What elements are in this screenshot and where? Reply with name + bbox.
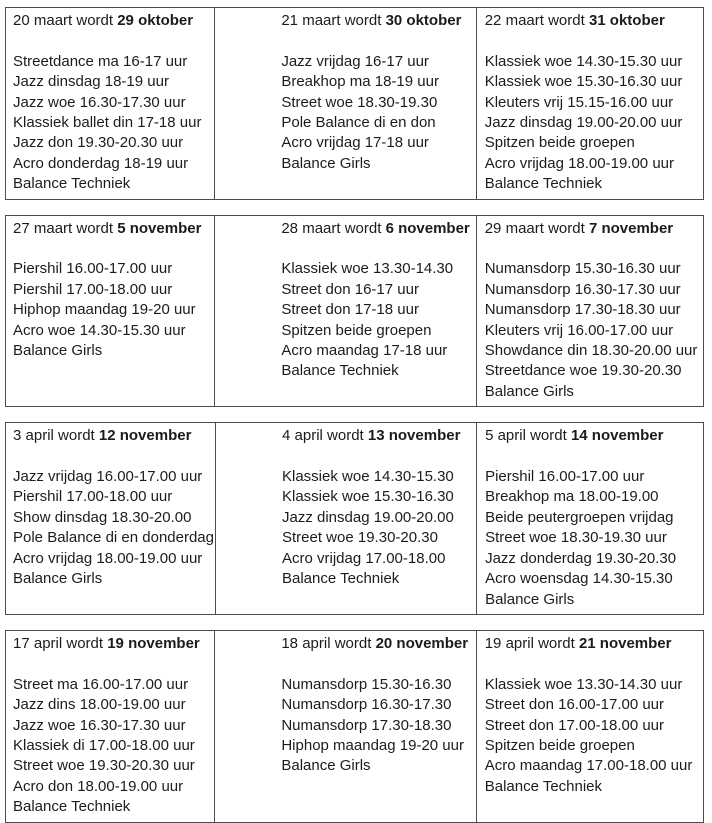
new-date-text: 5 november bbox=[117, 219, 202, 237]
schedule-line: Street don 17-18 uur bbox=[281, 301, 419, 319]
schedule-line: Balance Girls bbox=[13, 570, 103, 588]
schedule-line: Piershil 17.00-18.00 uur bbox=[13, 488, 173, 506]
schedule-line: Acro donderdag 18-19 uur bbox=[13, 154, 189, 172]
schedule-line: Spitzen beide groepen bbox=[484, 736, 635, 754]
schedule-line: Numansdorp 17.30-18.30 bbox=[281, 716, 452, 734]
new-date-text: 12 november bbox=[98, 427, 192, 445]
schedule-line: Acro maandag 17.00-18.00 uur bbox=[484, 757, 693, 775]
schedule-cell bbox=[477, 8, 703, 199]
date-mapping-header bbox=[13, 219, 209, 239]
schedule-line: Pole Balance di en don bbox=[281, 114, 436, 132]
schedule-line: Acro vrijdag 18.00-19.00 uur bbox=[13, 549, 203, 567]
schedule-line: Numansdorp 16.30-17.30 bbox=[281, 696, 452, 714]
schedule-line: Piershil 16.00-17.00 uur bbox=[485, 468, 645, 486]
date-mapping-header bbox=[13, 634, 209, 654]
schedule-line: Klassiek woe 15.30-16.30 bbox=[282, 488, 454, 506]
blank-line bbox=[485, 31, 698, 51]
schedule-line: Street woe 19.30-20.30 uur bbox=[13, 757, 195, 775]
old-date-text: 21 maart wordt bbox=[281, 12, 382, 29]
schedule-line: Acro vrijdag 17-18 uur bbox=[281, 134, 429, 152]
date-mapping-header bbox=[485, 426, 698, 446]
schedule-line: Breakhop ma 18.00-19.00 bbox=[485, 488, 659, 506]
blank-line bbox=[281, 31, 470, 51]
schedule-line: Street ma 16.00-17.00 uur bbox=[13, 675, 189, 693]
new-date-text: 21 november bbox=[578, 634, 672, 652]
schedule-line: Balance Techniek bbox=[282, 570, 400, 588]
date-mapping-header bbox=[281, 634, 470, 654]
date-mapping-header bbox=[485, 634, 698, 654]
schedule-line: Hiphop maandag 19-20 uur bbox=[13, 301, 196, 319]
schedule-line: Jazz vrijdag 16.00-17.00 uur bbox=[13, 468, 203, 486]
schedule-line: Jazz dinsdag 19.00-20.00 uur bbox=[484, 114, 683, 132]
schedule-line: Acro woensdag 14.30-15.30 bbox=[485, 570, 673, 588]
schedule-line: Jazz vrijdag 16-17 uur bbox=[281, 52, 429, 70]
schedule-table-row-4 bbox=[5, 630, 704, 823]
schedule-line: Numansdorp 16.30-17.30 uur bbox=[484, 280, 681, 298]
schedule-line: Pole Balance di en donderdag bbox=[13, 529, 214, 547]
schedule-table-row-2 bbox=[5, 215, 704, 408]
schedule-line: Piershil 17.00-18.00 uur bbox=[13, 280, 173, 298]
date-mapping-header bbox=[485, 219, 698, 239]
schedule-cell bbox=[6, 631, 215, 822]
schedule-line: Hiphop maandag 19-20 uur bbox=[281, 736, 464, 754]
new-date-text: 20 november bbox=[375, 634, 469, 652]
schedule-cell bbox=[477, 216, 703, 407]
schedule-line: Kleuters vrij 16.00-17.00 uur bbox=[484, 321, 674, 339]
new-date-text: 31 oktober bbox=[588, 12, 665, 29]
date-mapping-header bbox=[281, 11, 470, 31]
schedule-line: Balance Techniek bbox=[281, 362, 399, 380]
blank-line bbox=[281, 654, 470, 674]
schedule-cell bbox=[215, 631, 476, 822]
blank-line bbox=[13, 239, 209, 259]
schedule-line: Klassiek woe 14.30-15.30 uur bbox=[484, 52, 683, 70]
schedule-line: Piershil 16.00-17.00 uur bbox=[13, 260, 173, 278]
schedule-line: Street woe 18.30-19.30 uur bbox=[485, 529, 667, 547]
schedule-line: Balance Girls bbox=[281, 154, 371, 172]
blank-line bbox=[281, 239, 470, 259]
blank-line bbox=[485, 447, 698, 467]
schedule-cell bbox=[6, 8, 215, 199]
schedule-line: Balance Girls bbox=[484, 382, 574, 400]
schedule-line: Klassiek woe 13.30-14.30 uur bbox=[484, 675, 683, 693]
schedule-line: Balance Techniek bbox=[13, 798, 131, 816]
schedule-cell bbox=[6, 216, 215, 407]
schedule-line: Beide peutergroepen vrijdag bbox=[485, 508, 674, 526]
new-date-text: 7 november bbox=[588, 219, 674, 237]
blank-line bbox=[282, 447, 471, 467]
schedule-cell bbox=[477, 423, 703, 614]
blank-line bbox=[13, 31, 209, 51]
schedule-cell bbox=[215, 216, 476, 407]
schedule-line: Breakhop ma 18-19 uur bbox=[281, 73, 439, 91]
date-mapping-header bbox=[13, 11, 209, 31]
blank-line bbox=[485, 239, 698, 259]
schedule-line: Jazz dinsdag 19.00-20.00 bbox=[282, 508, 454, 526]
schedule-line: Numansdorp 15.30-16.30 bbox=[281, 675, 452, 693]
blank-line bbox=[485, 654, 698, 674]
date-mapping-header bbox=[282, 426, 471, 446]
blank-line bbox=[13, 447, 210, 467]
schedule-line: Spitzen beide groepen bbox=[484, 134, 635, 152]
old-date-text: 17 april wordt bbox=[13, 634, 104, 652]
date-mapping-header bbox=[13, 426, 210, 446]
schedule-line: Balance Techniek bbox=[484, 777, 603, 795]
schedule-line: Street don 16-17 uur bbox=[281, 280, 419, 298]
schedule-line: Balance Techniek bbox=[13, 175, 131, 193]
schedule-cell bbox=[6, 423, 216, 614]
schedule-line: Jazz woe 16.30-17.30 uur bbox=[13, 716, 186, 734]
old-date-text: 22 maart wordt bbox=[484, 12, 585, 29]
schedule-line: Balance Girls bbox=[13, 342, 103, 360]
schedule-line: Numansdorp 17.30-18.30 uur bbox=[484, 301, 681, 319]
schedule-line: Street woe 18.30-19.30 bbox=[281, 93, 438, 111]
schedule-line: Kleuters vrij 15.15-16.00 uur bbox=[484, 93, 674, 111]
new-date-text: 6 november bbox=[385, 219, 470, 237]
schedule-line: Street don 16.00-17.00 uur bbox=[484, 696, 665, 714]
old-date-text: 5 april wordt bbox=[485, 427, 567, 445]
schedule-line: Klassiek ballet din 17-18 uur bbox=[13, 114, 202, 132]
schedule-line: Jazz dins 18.00-19.00 uur bbox=[13, 696, 186, 714]
old-date-text: 4 april wordt bbox=[282, 427, 364, 445]
old-date-text: 28 maart wordt bbox=[281, 219, 382, 237]
date-mapping-header bbox=[485, 11, 698, 31]
schedule-line: Acro vrijdag 18.00-19.00 uur bbox=[484, 154, 674, 172]
schedule-line: Balance Girls bbox=[281, 757, 371, 775]
schedule-line: Balance Techniek bbox=[484, 175, 603, 193]
schedule-line: Show dinsdag 18.30-20.00 bbox=[13, 508, 192, 526]
schedule-cell bbox=[216, 423, 477, 614]
schedule-line: Acro vrijdag 17.00-18.00 bbox=[282, 549, 446, 567]
schedule-line: Jazz donderdag 19.30-20.30 bbox=[485, 549, 677, 567]
old-date-text: 29 maart wordt bbox=[484, 219, 585, 237]
old-date-text: 27 maart wordt bbox=[13, 219, 114, 237]
schedule-line: Jazz don 19.30-20.30 uur bbox=[13, 134, 184, 152]
schedule-line: Klassiek woe 15.30-16.30 uur bbox=[484, 73, 683, 91]
blank-line bbox=[13, 654, 209, 674]
schedule-tables-container bbox=[0, 7, 712, 823]
schedule-line: Spitzen beide groepen bbox=[281, 321, 432, 339]
schedule-line: Klassiek woe 13.30-14.30 bbox=[281, 260, 454, 278]
new-date-text: 14 november bbox=[570, 427, 664, 445]
schedule-table-row-3 bbox=[5, 422, 704, 615]
schedule-line: Jazz dinsdag 18-19 uur bbox=[13, 73, 169, 91]
schedule-line: Street don 17.00-18.00 uur bbox=[484, 716, 665, 734]
schedule-line: Acro don 18.00-19.00 uur bbox=[13, 777, 184, 795]
schedule-line: Numansdorp 15.30-16.30 uur bbox=[484, 260, 681, 278]
schedule-cell bbox=[215, 8, 476, 199]
new-date-text: 29 oktober bbox=[117, 12, 194, 29]
schedule-line: Showdance din 18.30-20.00 uur bbox=[484, 342, 698, 360]
schedule-cell bbox=[477, 631, 703, 822]
schedule-line: Klassiek di 17.00-18.00 uur bbox=[13, 736, 195, 754]
schedule-line: Jazz woe 16.30-17.30 uur bbox=[13, 93, 186, 111]
old-date-text: 3 april wordt bbox=[13, 427, 95, 445]
new-date-text: 13 november bbox=[367, 427, 461, 445]
schedule-line: Street woe 19.30-20.30 bbox=[282, 529, 438, 547]
old-date-text: 19 april wordt bbox=[484, 634, 575, 652]
schedule-line: Streetdance woe 19.30-20.30 bbox=[484, 362, 682, 380]
new-date-text: 19 november bbox=[107, 634, 200, 652]
date-mapping-header bbox=[281, 219, 470, 239]
schedule-table-row-1 bbox=[5, 7, 704, 200]
old-date-text: 20 maart wordt bbox=[13, 12, 114, 29]
old-date-text: 18 april wordt bbox=[281, 634, 372, 652]
schedule-line: Acro woe 14.30-15.30 uur bbox=[13, 321, 186, 339]
new-date-text: 30 oktober bbox=[385, 12, 462, 29]
schedule-line: Acro maandag 17-18 uur bbox=[281, 342, 448, 360]
schedule-line: Streetdance ma 16-17 uur bbox=[13, 52, 188, 70]
schedule-line: Balance Girls bbox=[485, 590, 575, 608]
schedule-line: Klassiek woe 14.30-15.30 bbox=[282, 468, 454, 486]
